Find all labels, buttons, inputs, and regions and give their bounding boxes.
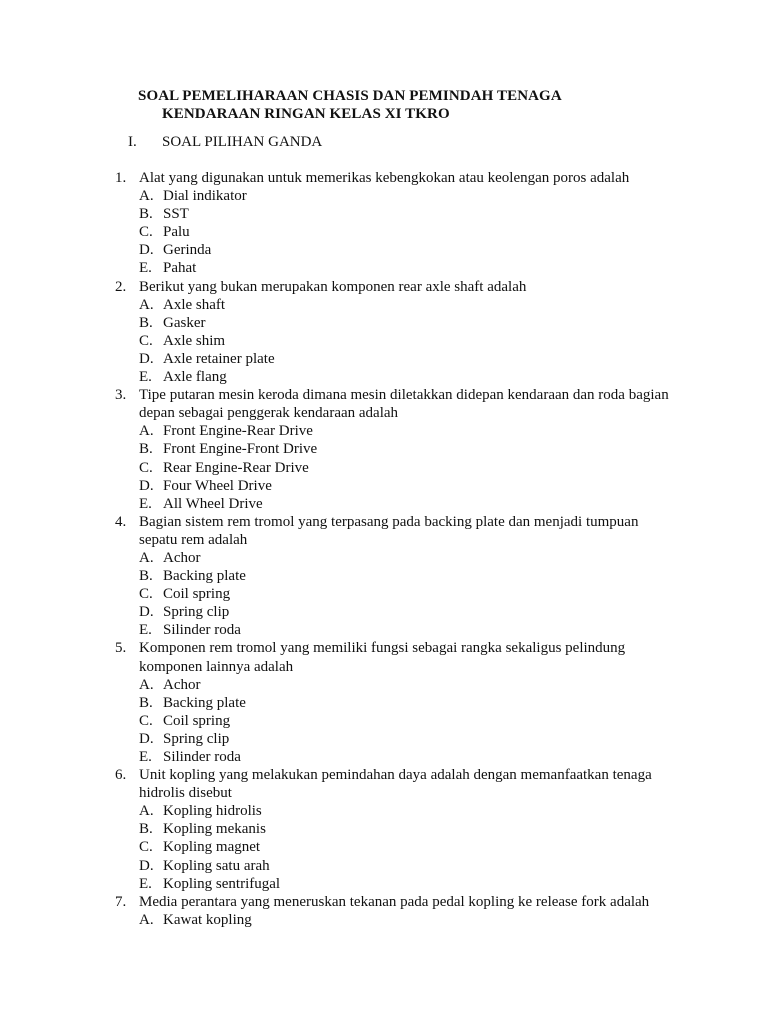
option-text: Spring clip [163, 604, 230, 621]
answer-option [0, 694, 768, 712]
option-text: Front Engine-Front Drive [163, 441, 318, 458]
option-text: Kopling magnet [163, 839, 261, 856]
option-letter: D. [139, 730, 154, 747]
question-text: Tipe putaran mesin keroda dimana mesin diletakkan didepan kendaraan dan roda bagian depan sebagai penggerak kendaraan adalah [139, 387, 669, 422]
option-letter: A. [139, 803, 154, 820]
option-text: Gerinda [163, 242, 212, 259]
option-letter: C. [139, 586, 153, 603]
option-text: Achor [163, 549, 201, 566]
option-text: Coil spring [163, 712, 231, 729]
question-text: Komponen rem tromol yang memiliki fungsi sebagai rangka sekaligus pelindung komponen lainnya adalah [139, 640, 626, 675]
answer-option [0, 259, 768, 277]
option-text: Kawat kopling [163, 911, 252, 928]
question-item [0, 169, 768, 187]
section-number: I. [128, 134, 137, 150]
option-letter: B. [139, 206, 153, 223]
option-letter: A. [139, 188, 154, 205]
question-text: Berikut yang bukan merupakan komponen rear axle shaft adalah [139, 278, 527, 295]
option-letter: E. [139, 875, 152, 892]
option-letter: E. [139, 622, 152, 639]
option-letter: E. [139, 369, 152, 386]
option-text: Kopling sentrifugal [163, 875, 281, 892]
option-letter: C. [139, 712, 153, 729]
option-text: Palu [163, 224, 190, 241]
question-number: 2. [115, 278, 127, 295]
answer-option [0, 241, 768, 259]
answer-option [0, 875, 768, 893]
question-item [0, 766, 768, 802]
option-text: All Wheel Drive [163, 495, 263, 512]
option-letter: E. [139, 260, 152, 277]
answer-option [0, 911, 768, 929]
answer-option [0, 495, 768, 513]
option-letter: E. [139, 749, 152, 765]
question-number: 3. [115, 387, 127, 404]
option-letter: D. [139, 857, 154, 874]
question-text: Bagian sistem rem tromol yang terpasang pada backing plate dan menjadi tumpuan sepatu rem adalah [139, 513, 639, 548]
option-letter: B. [139, 314, 153, 331]
option-letter: D. [139, 242, 154, 259]
question-item [0, 386, 768, 422]
question-text: Unit kopling yang melakukan pemindahan daya adalah dengan memanfaatkan tenaga hidrolis disebut [139, 767, 652, 802]
question-item [0, 639, 768, 675]
section-heading [128, 133, 322, 151]
answer-option [0, 802, 768, 820]
question-list [0, 169, 768, 929]
option-text: Axle retainer plate [163, 350, 275, 367]
option-text: Gasker [163, 314, 206, 331]
option-letter: D. [139, 604, 154, 621]
option-letter: B. [139, 441, 153, 458]
section-label: SOAL PILIHAN GANDA [162, 134, 323, 150]
answer-option [0, 585, 768, 603]
option-text: Backing plate [163, 694, 246, 711]
answer-option [0, 187, 768, 205]
answer-option [0, 621, 768, 639]
option-letter: C. [139, 224, 153, 241]
answer-option [0, 748, 768, 766]
answer-option [0, 549, 768, 567]
option-letter: D. [139, 350, 154, 367]
option-text: Coil spring [163, 586, 231, 603]
question-item [0, 893, 768, 911]
option-text: Kopling satu arah [163, 857, 270, 874]
answer-option [0, 350, 768, 368]
option-text: Achor [163, 676, 201, 693]
option-text: Pahat [163, 260, 197, 277]
option-letter: A. [139, 911, 154, 928]
answer-option [0, 314, 768, 332]
option-letter: A. [139, 296, 154, 313]
option-text: Four Wheel Drive [163, 477, 272, 494]
answer-option [0, 205, 768, 223]
answer-option [0, 712, 768, 730]
option-text: Backing plate [163, 568, 246, 585]
option-letter: D. [139, 477, 154, 494]
answer-option [0, 477, 768, 495]
answer-option [0, 223, 768, 241]
question-item [0, 278, 768, 296]
option-letter: A. [139, 549, 154, 566]
document-title [138, 87, 562, 123]
option-letter: C. [139, 839, 153, 856]
option-text: Axle shaft [163, 296, 226, 313]
option-letter: E. [139, 495, 152, 512]
option-letter: C. [139, 332, 153, 349]
answer-option [0, 730, 768, 748]
question-number: 4. [115, 513, 127, 530]
option-letter: B. [139, 821, 153, 838]
question-number: 7. [115, 893, 127, 910]
question-text: Alat yang digunakan untuk memerikas kebengkokan atau keolengan poros adalah [139, 170, 630, 186]
option-letter: A. [139, 676, 154, 693]
option-text: Rear Engine-Rear Drive [163, 459, 309, 476]
answer-option [0, 332, 768, 350]
answer-option [0, 440, 768, 458]
option-text: Spring clip [163, 730, 230, 747]
option-text: Axle flang [163, 369, 227, 386]
question-number: 1. [115, 170, 127, 186]
answer-option [0, 603, 768, 621]
option-text: Silinder roda [163, 749, 241, 765]
option-text: Kopling mekanis [163, 821, 266, 838]
option-text: Axle shim [163, 332, 226, 349]
answer-option [0, 820, 768, 838]
answer-option [0, 296, 768, 314]
answer-option [0, 459, 768, 477]
option-letter: B. [139, 568, 153, 585]
answer-option [0, 838, 768, 856]
answer-option [0, 676, 768, 694]
option-text: Dial indikator [163, 188, 247, 205]
question-item [0, 513, 768, 549]
answer-option [0, 857, 768, 875]
title-line-1: SOAL PEMELIHARAAN CHASIS DAN PEMINDAH TENAGA [138, 88, 562, 104]
option-text: Front Engine-Rear Drive [163, 423, 313, 440]
question-number: 5. [115, 640, 127, 657]
option-letter: A. [139, 423, 154, 440]
answer-option [0, 567, 768, 585]
option-letter: B. [139, 694, 153, 711]
answer-option [0, 368, 768, 386]
option-text: Silinder roda [163, 622, 241, 639]
title-line-2: KENDARAAN RINGAN KELAS XI TKRO [162, 106, 450, 122]
option-text: Kopling hidrolis [163, 803, 262, 820]
option-letter: C. [139, 459, 153, 476]
question-number: 6. [115, 767, 127, 784]
question-text: Media perantara yang meneruskan tekanan pada pedal kopling ke release fork adalah [139, 893, 650, 910]
answer-option [0, 422, 768, 440]
option-text: SST [163, 206, 189, 223]
